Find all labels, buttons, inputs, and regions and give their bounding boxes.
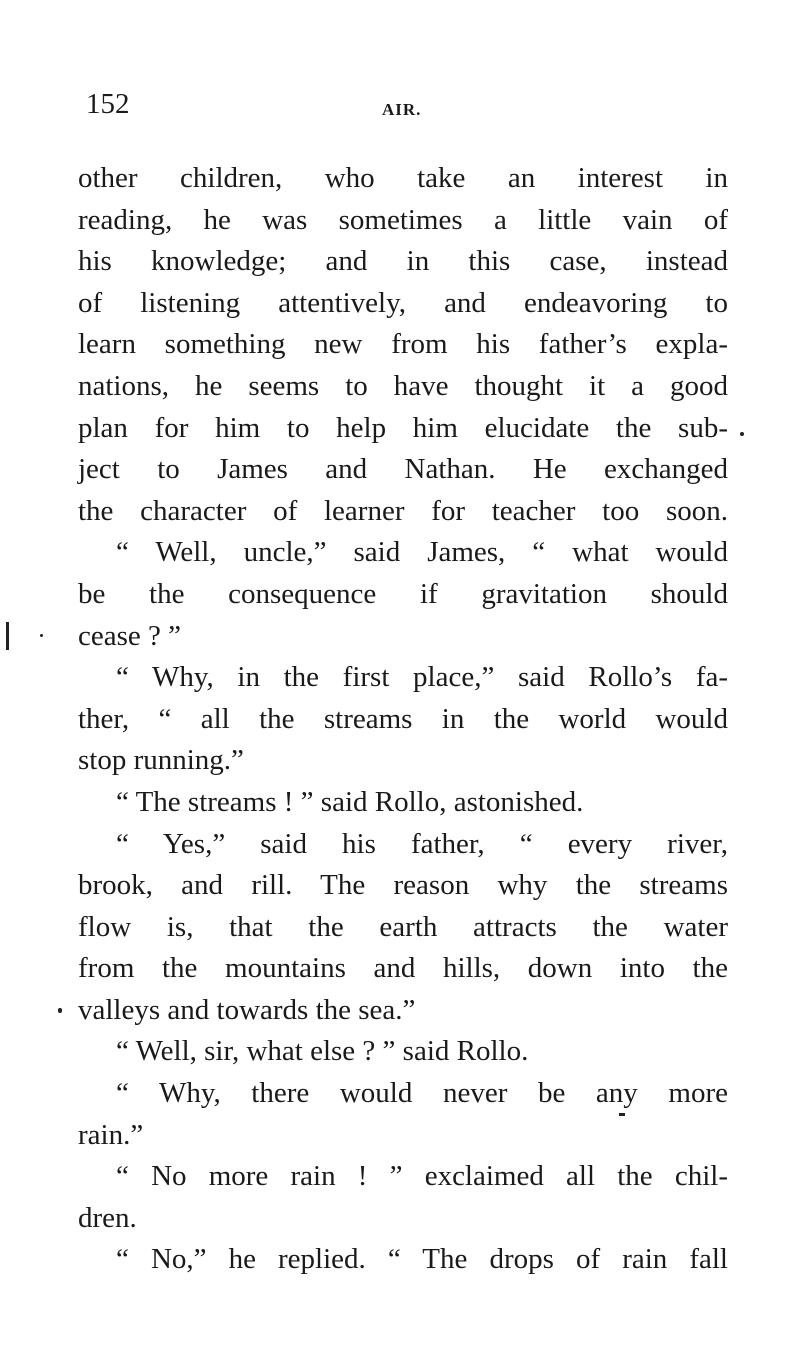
scan-speck [58, 1008, 62, 1013]
text-line: reading, he was sometimes a little vain of [78, 203, 728, 236]
scan-speck [40, 634, 43, 637]
text-line: “ Well, sir, what else ? ” said Rollo. [116, 1035, 529, 1068]
scan-speck [6, 622, 9, 650]
text-line: “ No,” he replied. “ The drops of rain fall [116, 1243, 728, 1276]
text-line: from the mountains and hills, down into the [78, 952, 728, 985]
text-line: ject to James and Nathan. He exchanged [78, 453, 728, 486]
text-line: his knowledge; and in this case, instead [78, 245, 728, 278]
text-line: the character of learner for teacher too soon. [78, 494, 728, 527]
text-line: “ Why, there would never be any more [116, 1077, 728, 1110]
text-line: learn something new from his father’s expla- [78, 328, 728, 361]
text-line: ther, “ all the streams in the world would [78, 702, 728, 735]
text-line: of listening attentively, and endeavoring to [78, 286, 728, 319]
text-line: “ The streams ! ” said Rollo, astonished. [116, 785, 584, 818]
text-line: be the consequence if gravitation should [78, 577, 728, 610]
text-line: valleys and towards the sea.” [78, 993, 416, 1026]
running-head: AIR. [382, 100, 422, 119]
text-line: “ Yes,” said his father, “ every river, [116, 827, 728, 860]
text-line: cease ? ” [78, 619, 182, 652]
text-line: rain.” [78, 1118, 144, 1151]
text-line: flow is, that the earth attracts the water [78, 910, 728, 943]
page-number: 152 [86, 88, 130, 120]
text-line: “ Well, uncle,” said James, “ what would [116, 536, 728, 569]
text-line: other children, who take an interest in [78, 162, 728, 194]
text-line: “ Why, in the first place,” said Rollo’s fa- [116, 661, 728, 694]
page-header [86, 88, 446, 128]
text-line: nations, he seems to have thought it a good [78, 369, 728, 402]
text-line: plan for him to help him elucidate the sub- [78, 411, 728, 444]
scan-speck [740, 432, 744, 436]
scan-speck [619, 1113, 625, 1116]
body-text [78, 158, 728, 1281]
text-line: “ No more rain ! ” exclaimed all the chil- [116, 1160, 728, 1193]
text-line: stop running.” [78, 744, 244, 777]
text-line: dren. [78, 1201, 137, 1234]
text-line: brook, and rill. The reason why the streams [78, 869, 728, 902]
